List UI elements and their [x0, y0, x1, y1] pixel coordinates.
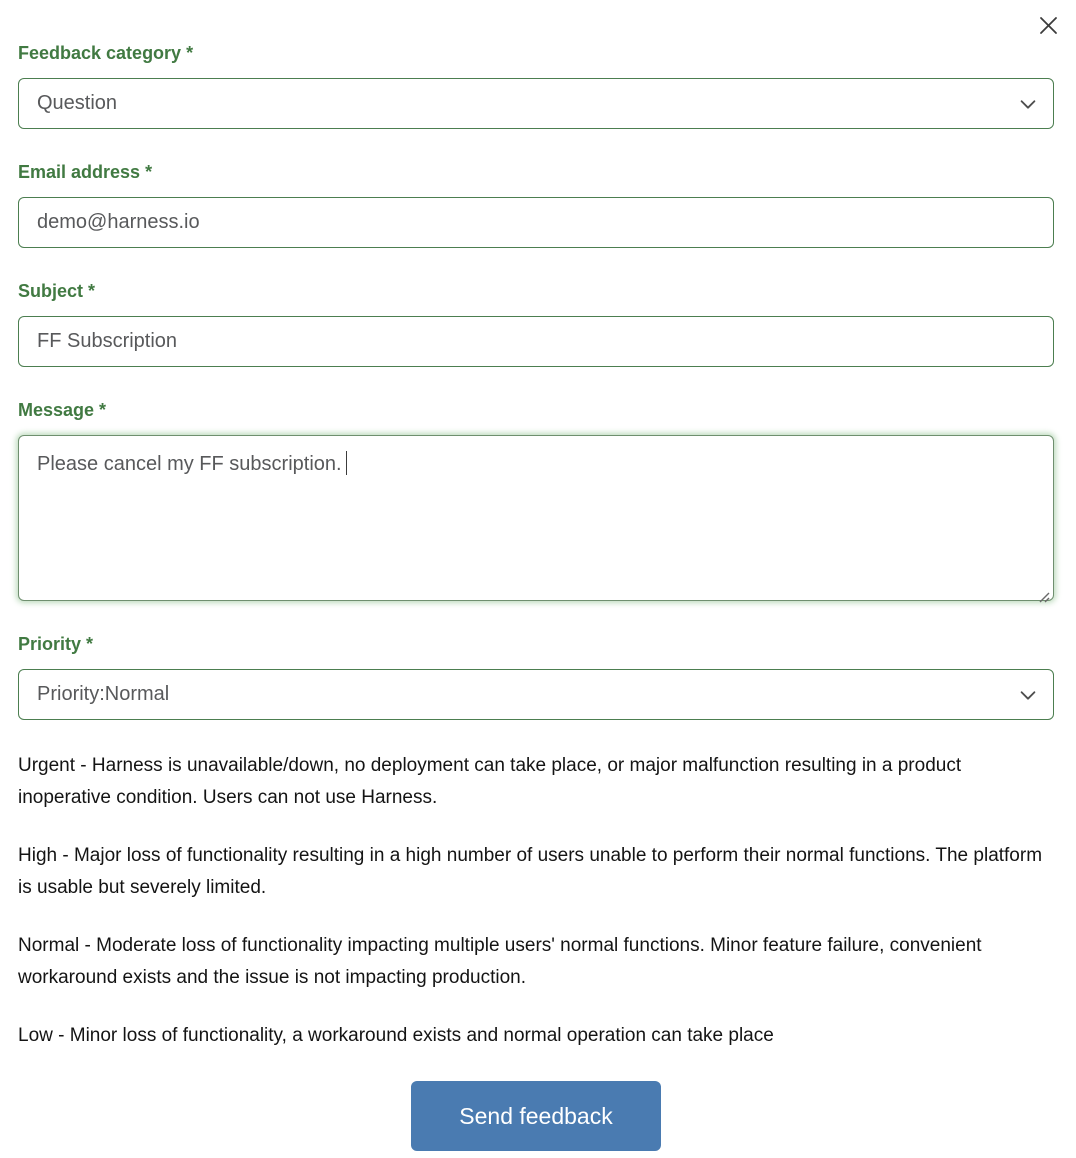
text-cursor: [346, 451, 348, 475]
close-button[interactable]: [1036, 13, 1060, 37]
send-feedback-button[interactable]: Send feedback: [411, 1081, 661, 1151]
priority-value: Priority:Normal: [37, 683, 170, 705]
email-address-label: Email address *: [18, 162, 153, 182]
priority-select[interactable]: [18, 669, 1054, 720]
resize-handle-icon[interactable]: [1036, 583, 1050, 597]
message-text: Please cancel my FF subscription.: [37, 453, 342, 475]
chevron-down-icon: [1017, 684, 1039, 706]
feedback-category-value: Question: [37, 92, 118, 114]
priority-description-high: High - Major loss of functionality resulting in a high number of users unable to perform their normal functions. The platform is usable but severely limited.: [18, 845, 1043, 898]
message-textarea[interactable]: [18, 435, 1054, 601]
feedback-category-select[interactable]: [18, 78, 1054, 129]
priority-description-urgent: Urgent - Harness is unavailable/down, no deployment can take place, or major malfunction resulting in a product inoperative condition. Users can not use Harness.: [18, 755, 962, 808]
subject-field[interactable]: [18, 316, 1054, 367]
email-field[interactable]: [18, 197, 1054, 248]
feedback-category-label: Feedback category *: [18, 43, 194, 63]
priority-description-normal: Normal - Moderate loss of functionality impacting multiple users' normal functions. Minor feature failure, convenient workaround exists and the issue is not impacting production.: [18, 935, 982, 988]
priority-description-low: Low - Minor loss of functionality, a workaround exists and normal operation can take place: [18, 1025, 774, 1046]
subject-label: Subject *: [18, 281, 96, 301]
close-icon: [1039, 16, 1058, 35]
priority-descriptions: [18, 750, 1054, 1052]
message-label: Message *: [18, 400, 107, 420]
chevron-down-icon: [1017, 93, 1039, 115]
priority-label: Priority *: [18, 634, 94, 654]
